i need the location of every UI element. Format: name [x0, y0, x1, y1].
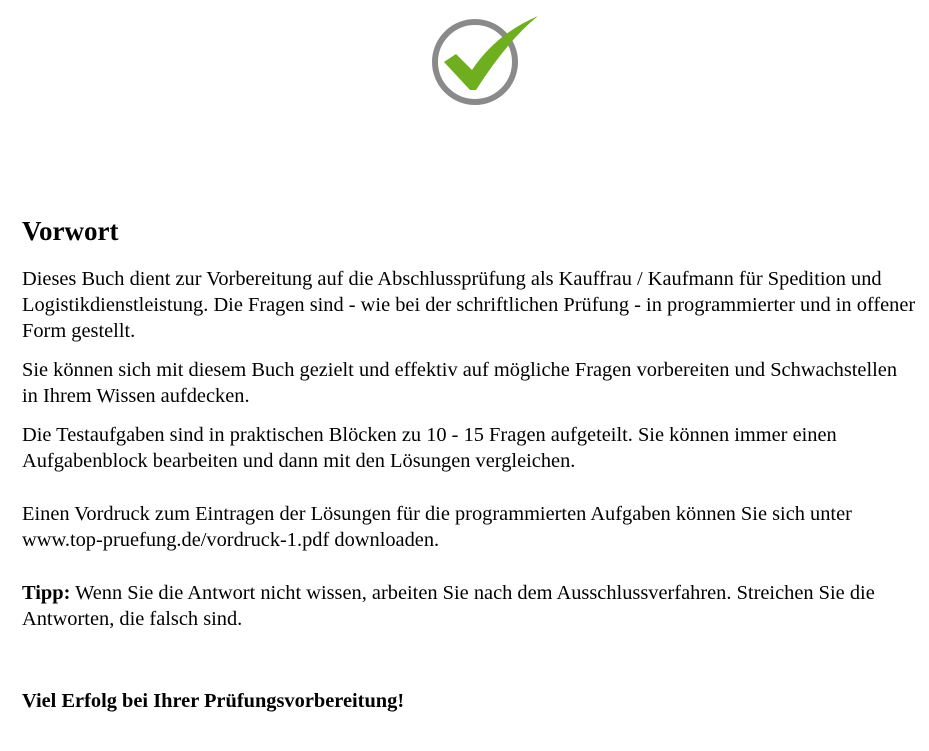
tip-paragraph [22, 580, 917, 632]
checkmark-circle-icon [430, 14, 540, 108]
closing-line: Viel Erfolg bei Ihrer Prüfungsvorbereitung! [22, 690, 405, 712]
document-body [22, 214, 917, 727]
tip-label: Tipp: [22, 582, 71, 604]
paragraph-blocks: Die Testaufgaben sind in praktischen Blöcken zu 10 - 15 Fragen aufgeteilt. Sie können immer einen Aufgabenblock bearbeiten und dann mit den Lösungen vergleichen. [22, 424, 837, 472]
tip-text: Wenn Sie die Antwort nicht wissen, arbeiten Sie nach dem Ausschlussverfahren. Streichen Sie die Antworten, die falsch sind. [22, 582, 875, 630]
paragraph-benefit: Sie können sich mit diesem Buch gezielt und effektiv auf mögliche Fragen vorbereiten und Schwachstellen in Ihrem Wissen aufdecken. [22, 359, 898, 407]
paragraph-download: Einen Vordruck zum Eintragen der Lösungen für die programmierten Aufgaben können Sie sich unter www.top-pruefung.de/vordruck-1.pdf downloaden. [22, 503, 852, 551]
paragraph-intro: Dieses Buch dient zur Vorbereitung auf die Abschlussprüfung als Kauffrau / Kaufmann für Spedition und Logistikdienstleistung. Die Fragen sind - wie bei der schriftlichen Prüfung - in programmierter und in offener Form gestellt. [22, 268, 916, 342]
page-title: Vorwort [22, 216, 119, 246]
